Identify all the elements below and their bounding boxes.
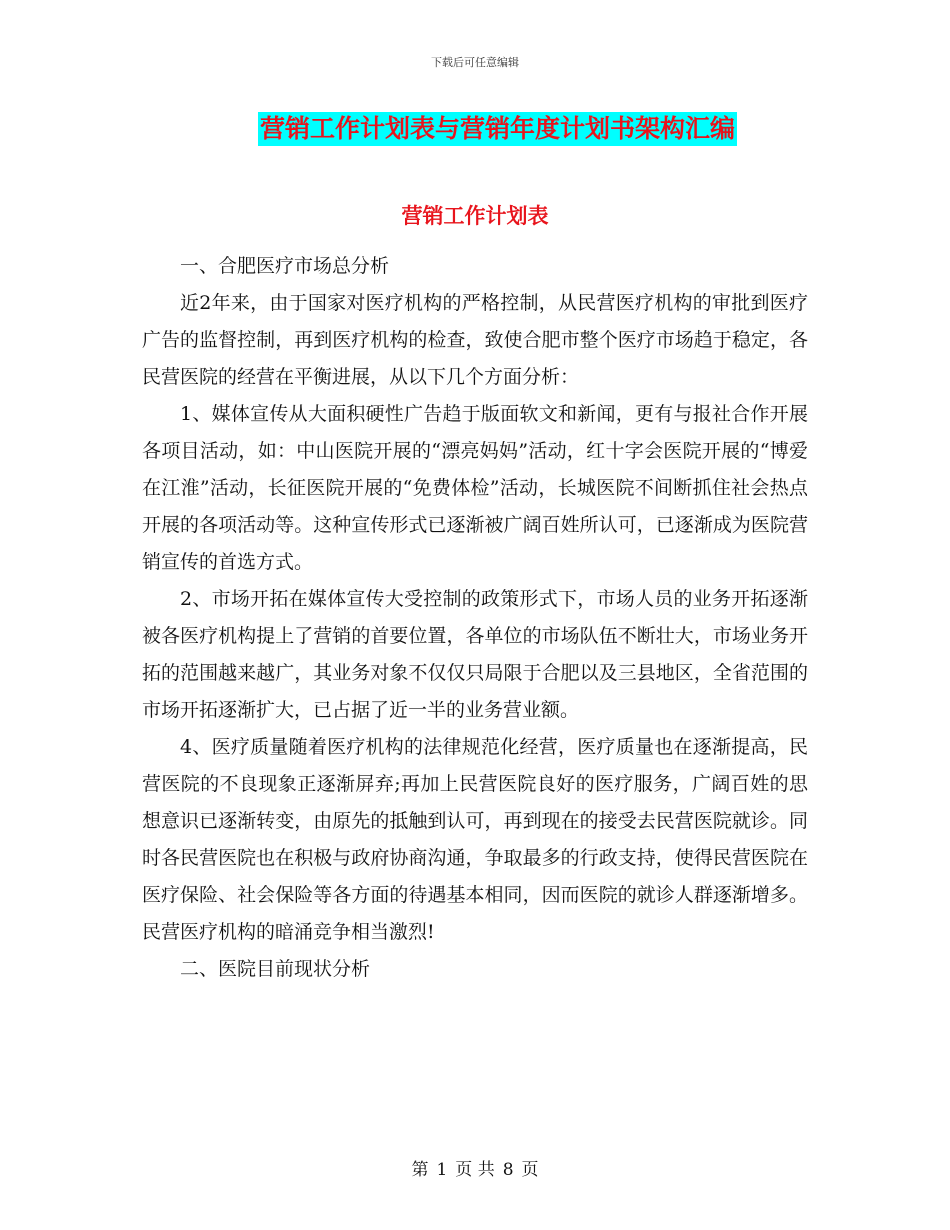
footer-page-number: 1 xyxy=(436,1160,448,1180)
heading-hospital-status: 二、医院目前现状分析 xyxy=(180,958,371,980)
document-title-container xyxy=(0,112,950,146)
footer-total-pages: 8 xyxy=(502,1160,514,1180)
footer-middle: 页 共 xyxy=(455,1160,495,1180)
paragraph-medical-quality: 4、医疗质量随着医疗机构的法律规范化经营，医疗质量也在逐渐提高，民营医院的不良现象正逐渐屏弃;再加上民营医院良好的医疗服务，广阔百姓的思想意识已逐渐转变，由原先的抵触到认可，再到现在的接受去民营医院就诊。同时各民营医院也在积极与政府协商沟通，争取最多的行政支持，使得民营医院在医疗保险、社会保险等各方面的待遇基本相同，因而医院的就诊人群逐渐增多。民营医疗机构的暗涌竞争相当激烈! xyxy=(142,736,808,943)
page-header-note: 下载后可任意编辑 xyxy=(431,56,519,69)
paragraph-market-expansion: 2、市场开拓在媒体宣传大受控制的政策形式下，市场人员的业务开拓逐渐被各医疗机构提上了营销的首要位置，各单位的市场队伍不断壮大，市场业务开拓的范围越来越广，其业务对象不仅仅只局限于合肥以及三县地区，全省范围的市场开拓逐渐扩大，已占据了近一半的业务营业额。 xyxy=(142,588,808,721)
document-title: 营销工作计划表与营销年度计划书架构汇编 xyxy=(258,112,737,146)
paragraph-media-promotion: 1、媒体宣传从大面积硬性广告趋于版面软文和新闻，更有与报社合作开展各项目活动，如：中山医院开展的“漂亮妈妈”活动，红十字会医院开展的“博爱在江淮”活动，长征医院开展的“免费体检”活动，长城医院不间断抓住社会热点开展的各项活动等。这种宣传形式已逐渐被广阔百姓所认可，已逐渐成为医院营销宣传的首选方式。 xyxy=(142,403,808,573)
document-body xyxy=(142,248,808,988)
heading-market-analysis: 一、合肥医疗市场总分析 xyxy=(180,255,390,277)
page-footer xyxy=(0,1155,950,1180)
section-title: 营销工作计划表 xyxy=(401,204,549,228)
footer-prefix: 第 xyxy=(411,1160,429,1180)
paragraph-intro: 近2年来，由于国家对医疗机构的严格控制，从民营医疗机构的审批到医疗广告的监督控制，再到医疗机构的检查，致使合肥市整个医疗市场趋于稳定，各民营医院的经营在平衡进展，从以下几个方面分析： xyxy=(142,292,808,388)
footer-suffix: 页 xyxy=(521,1160,539,1180)
